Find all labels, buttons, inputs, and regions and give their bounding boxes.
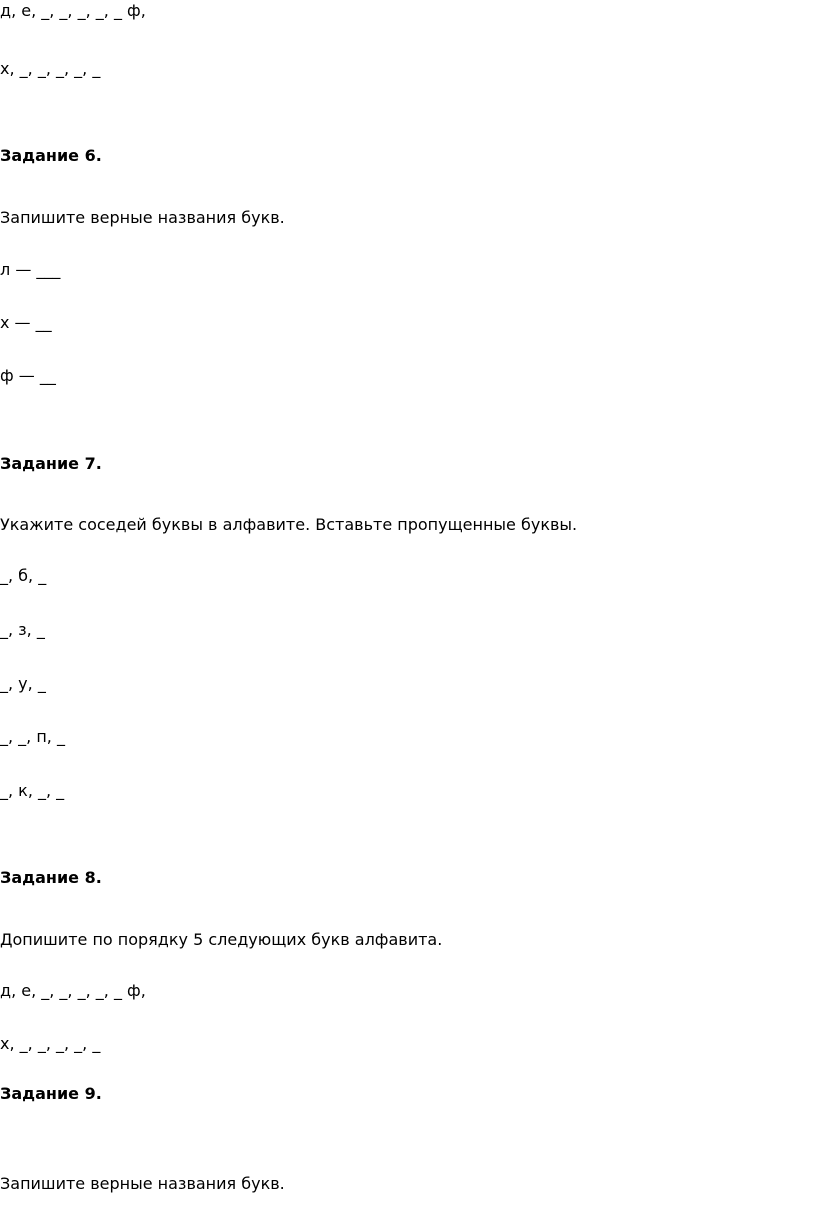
- task-6-instruction: Запишите верные названия букв.: [0, 208, 285, 227]
- exercise-line: _, з, _: [0, 620, 45, 639]
- exercise-line: _, б, _: [0, 566, 47, 585]
- exercise-line: д, е, _, _, _, _, _ ф,: [0, 981, 146, 1000]
- exercise-line: х, _, _, _, _, _: [0, 59, 101, 78]
- task-9-instruction: Запишите верные названия букв.: [0, 1174, 285, 1193]
- exercise-line: х, _, _, _, _, _: [0, 1034, 101, 1053]
- task-8-heading: Задание 8.: [0, 868, 102, 887]
- task-7-instruction: Укажите соседей буквы в алфавите. Вставьте пропущенные буквы.: [0, 515, 578, 534]
- task-9-heading: Задание 9.: [0, 1084, 102, 1103]
- task-8-instruction: Допишите по порядку 5 следующих букв алфавита.: [0, 930, 443, 949]
- exercise-line: х — __: [0, 313, 52, 332]
- exercise-line: _, у, _: [0, 674, 46, 693]
- task-7-heading: Задание 7.: [0, 454, 102, 473]
- exercise-line: д, е, _, _, _, _, _ ф,: [0, 1, 146, 20]
- exercise-line: _, _, п, _: [0, 727, 65, 746]
- exercise-line: ф — __: [0, 366, 56, 385]
- exercise-line: л — ___: [0, 260, 61, 279]
- exercise-line: _, к, _, _: [0, 781, 65, 800]
- task-6-heading: Задание 6.: [0, 146, 102, 165]
